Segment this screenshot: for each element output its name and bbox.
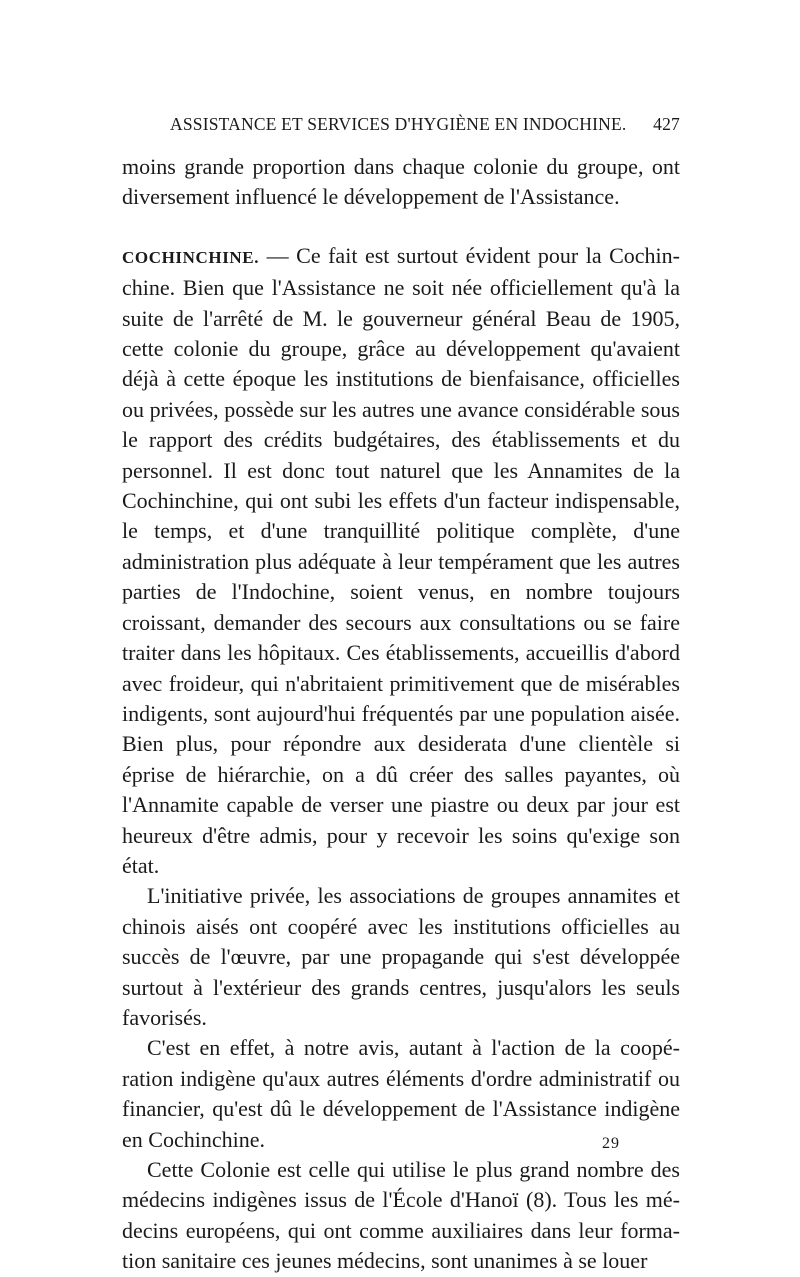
paragraph-cochinchine-text: — Ce fait est surtout évident pour la Cochinchine. Bien que l'Assistance ne soit née officiellement qu'à la suite de l'arrêté de M. le gouverneur général Beau de 1905, cette colonie du groupe, grâce au développement qu'avaient déjà à cette époque les institutions de bienfaisance, officielles ou privées, possède sur les autres une avance considérable sous le rapport des crédits budgétaires, des établissements et du personnel. Il est donc tout naturel que les Annamites de la Cochinchine, qui ont subi les effets d'un facteur indispensable, le temps, et d'une tranquillité politique complète, d'une administration plus adéquate à leur tempérament que les autres parties de l'Indochine, soient venus, en nombre toujours croissant, demander des secours aux consultations ou se faire traiter dans les hôpitaux. Ces établissements, accueillis d'abord avec froideur, qui n'abritaient primitivement que de misérables indigents, sont aujourd'hui fréquentés par une population aisée. Bien plus, pour répondre aux desiderata d'une clientèle si éprise de hiérarchie, on a dû créer des salles payantes, où l'Annamite capable de verser une piastre ou deux par jour est heureux d'être admis, pour y recevoir les soins qu'exige son état. bbox=[122, 242, 680, 878]
section-title: COCHINCHINE. bbox=[122, 247, 260, 267]
running-title: ASSISTANCE ET SERVICES D'HYGIÈNE EN INDOCHINE. bbox=[170, 114, 627, 134]
paragraph-continuation: moins grande proportion dans chaque colonie du groupe, ont diversement influencé le développement de l'Assistance. bbox=[122, 154, 680, 210]
paragraph-cooperation: C'est en effet, à notre avis, autant à l'action de la coopération indigène qu'aux autres éléments d'ordre administratif ou financier, qu'est dû le développement de l'Assistance indigène en Cochinchine. bbox=[122, 1035, 680, 1152]
paragraph-cochinchine bbox=[122, 241, 680, 882]
running-head bbox=[170, 114, 680, 135]
paragraph-initiative-privee: L'initiative privée, les associations de groupes annamites et chinois aisés ont coopéré avec les institutions officielles au succès de l'œuvre, par une propagande qui s'est développée surtout à l'extérieur des grands centres, jusqu'alors les seuls favorisés. bbox=[122, 883, 680, 1030]
page-number: 427 bbox=[653, 114, 680, 134]
signature-mark: 29 bbox=[602, 1135, 620, 1152]
paragraph-medecins: Cette Colonie est celle qui utilise le plus grand nombre des médecins indigènes issus de l'École d'Hanoï (8). Tous les médecins européens, qui ont comme auxiliaires dans leur formation sanitaire ces jeunes médecins, sont unanimes à se louer bbox=[122, 1157, 680, 1274]
body-text bbox=[122, 152, 680, 1277]
